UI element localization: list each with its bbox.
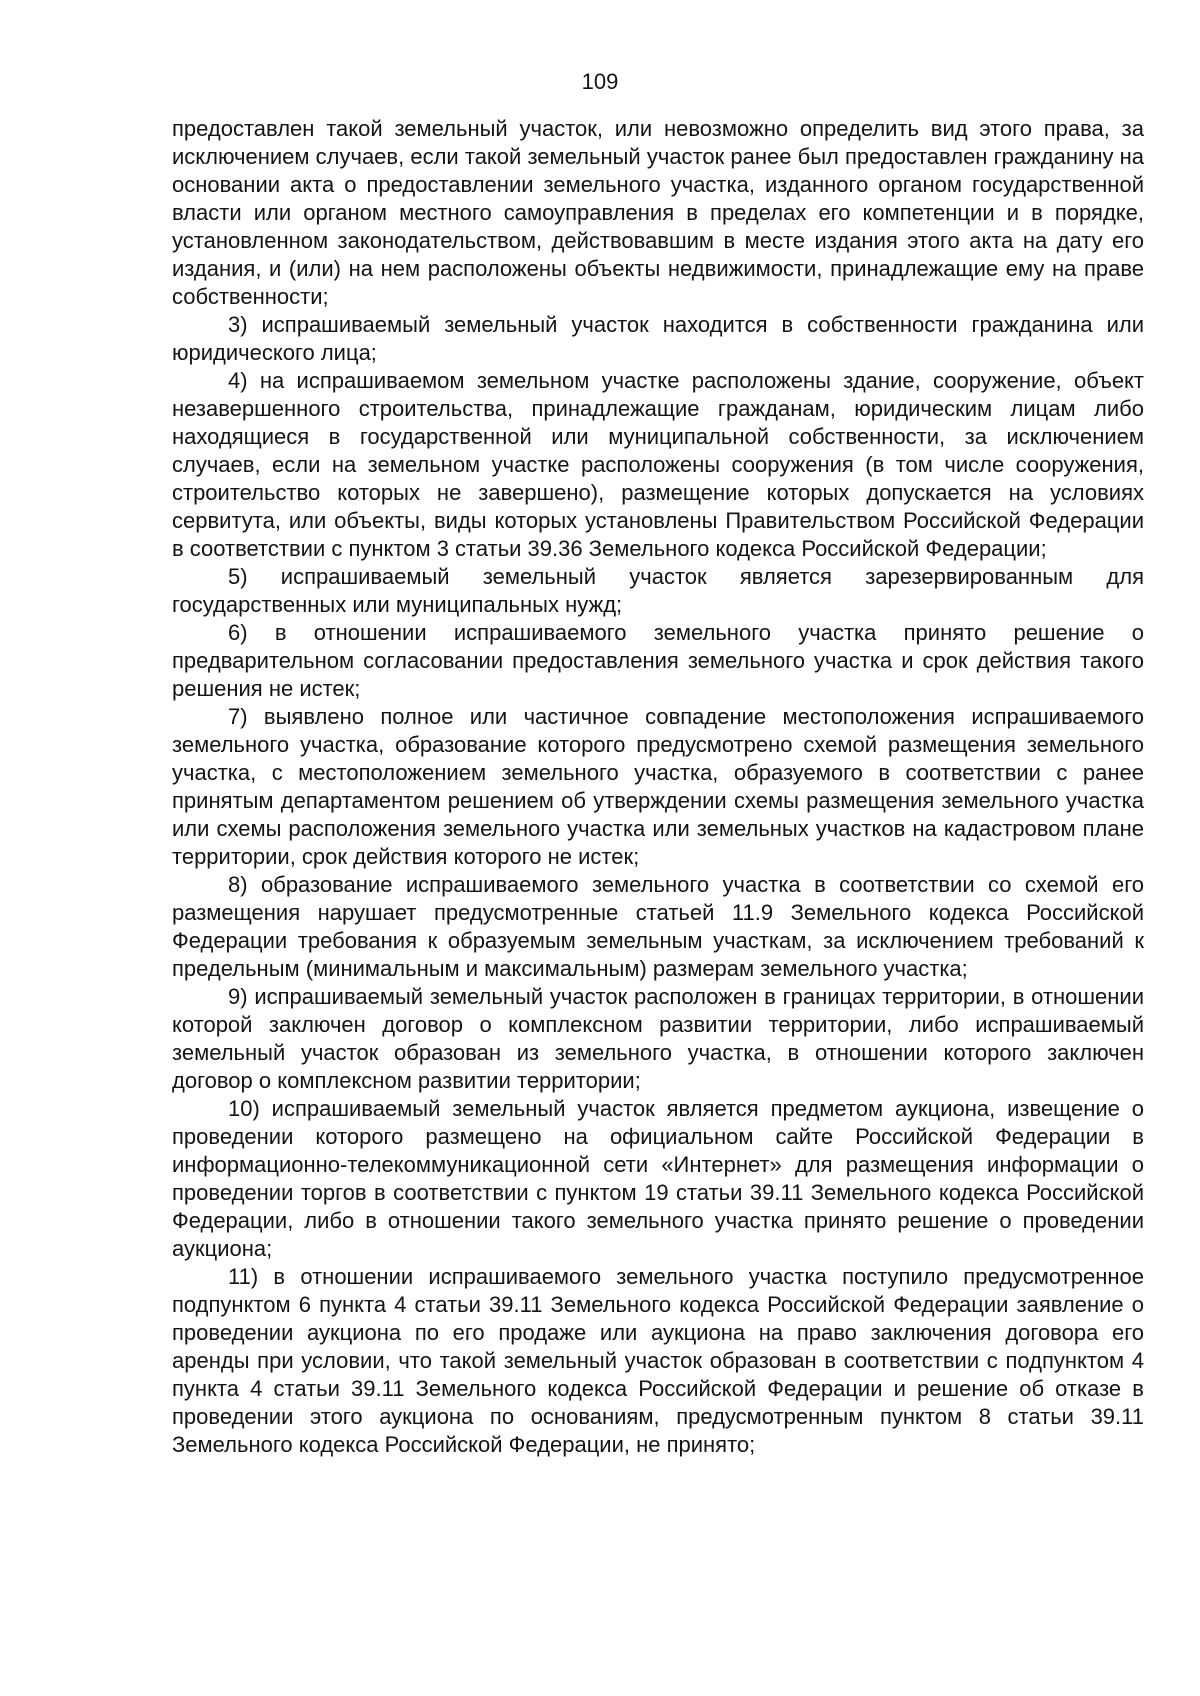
paragraph-item-3: 3) испрашиваемый земельный участок находится в собственности гражданина или юридического лица;: [172, 312, 1144, 365]
paragraph-item-7: 7) выявлено полное или частичное совпадение местоположения испрашиваемого земельного участка, образование которого предусмотрено схемой размещения земельного участка, с местоположением земельного участка, образуемого в соответствии с ранее принятым департаментом решением об утверждении схемы размещения земельного участка или схемы расположения земельного участка или земельных участков на кадастровом плане территории, срок действия которого не истек;: [172, 704, 1144, 869]
document-body: [172, 115, 1144, 1459]
paragraph-item-4: 4) на испрашиваемом земельном участке расположены здание, сооружение, объект незавершенного строительства, принадлежащие гражданам, юридическим лицам либо находящиеся в государственной или муниципальной собственности, за исключением случаев, если на земельном участке расположены сооружения (в том числе сооружения, строительство которых не завершено), размещение которых допускается на условиях сервитута, или объекты, виды которых установлены Правительством Российской Федерации в соответствии с пунктом 3 статьи 39.36 Земельного кодекса Российской Федерации;: [172, 368, 1144, 561]
paragraph-item-10: 10) испрашиваемый земельный участок является предметом аукциона, извещение о проведении которого размещено на официальном сайте Российской Федерации в информационно-телекоммуникационной сети «Интернет» для размещения информации о проведении торгов в соответствии с пунктом 19 статьи 39.11 Земельного кодекса Российской Федерации, либо в отношении такого земельного участка принято решение о проведении аукциона;: [172, 1096, 1144, 1261]
paragraph-item-6: 6) в отношении испрашиваемого земельного участка принято решение о предварительном согласовании предоставления земельного участка и срок действия такого решения не истек;: [172, 620, 1144, 701]
paragraph-item-8: 8) образование испрашиваемого земельного участка в соответствии со схемой его размещения нарушает предусмотренные статьей 11.9 Земельного кодекса Российской Федерации требования к образуемым земельным участкам, за исключением требований к предельным (минимальным и максимальным) размерам земельного участка;: [172, 872, 1144, 981]
page-number: 109: [581, 69, 619, 94]
paragraph-item-11: 11) в отношении испрашиваемого земельного участка поступило предусмотренное подпунктом 6 пункта 4 статьи 39.11 Земельного кодекса Российской Федерации заявление о проведении аукциона по его продаже или аукциона на право заключения договора его аренды при условии, что такой земельный участок образован в соответствии с подпунктом 4 пункта 4 статьи 39.11 Земельного кодекса Российской Федерации и решение об отказе в проведении этого аукциона по основаниям, предусмотренным пунктом 8 статьи 39.11 Земельного кодекса Российской Федерации, не принято;: [172, 1264, 1144, 1457]
paragraph-continuation: предоставлен такой земельный участок, или невозможно определить вид этого права, за исключением случаев, если такой земельный участок ранее был предоставлен гражданину на основании акта о предоставлении земельного участка, изданного органом государственной власти или органом местного самоуправления в пределах его компетенции и в порядке, установленном законодательством, действовавшим в месте издания этого акта на дату его издания, и (или) на нем расположены объекты недвижимости, принадлежащие ему на праве собственности;: [172, 116, 1144, 309]
paragraph-item-5: 5) испрашиваемый земельный участок является зарезервированным для государственных или муниципальных нужд;: [172, 564, 1144, 617]
paragraph-item-9: 9) испрашиваемый земельный участок расположен в границах территории, в отношении которой заключен договор о комплексном развитии территории, либо испрашиваемый земельный участок образован из земельного участка, в отношении которого заключен договор о комплексном развитии территории;: [172, 984, 1144, 1093]
